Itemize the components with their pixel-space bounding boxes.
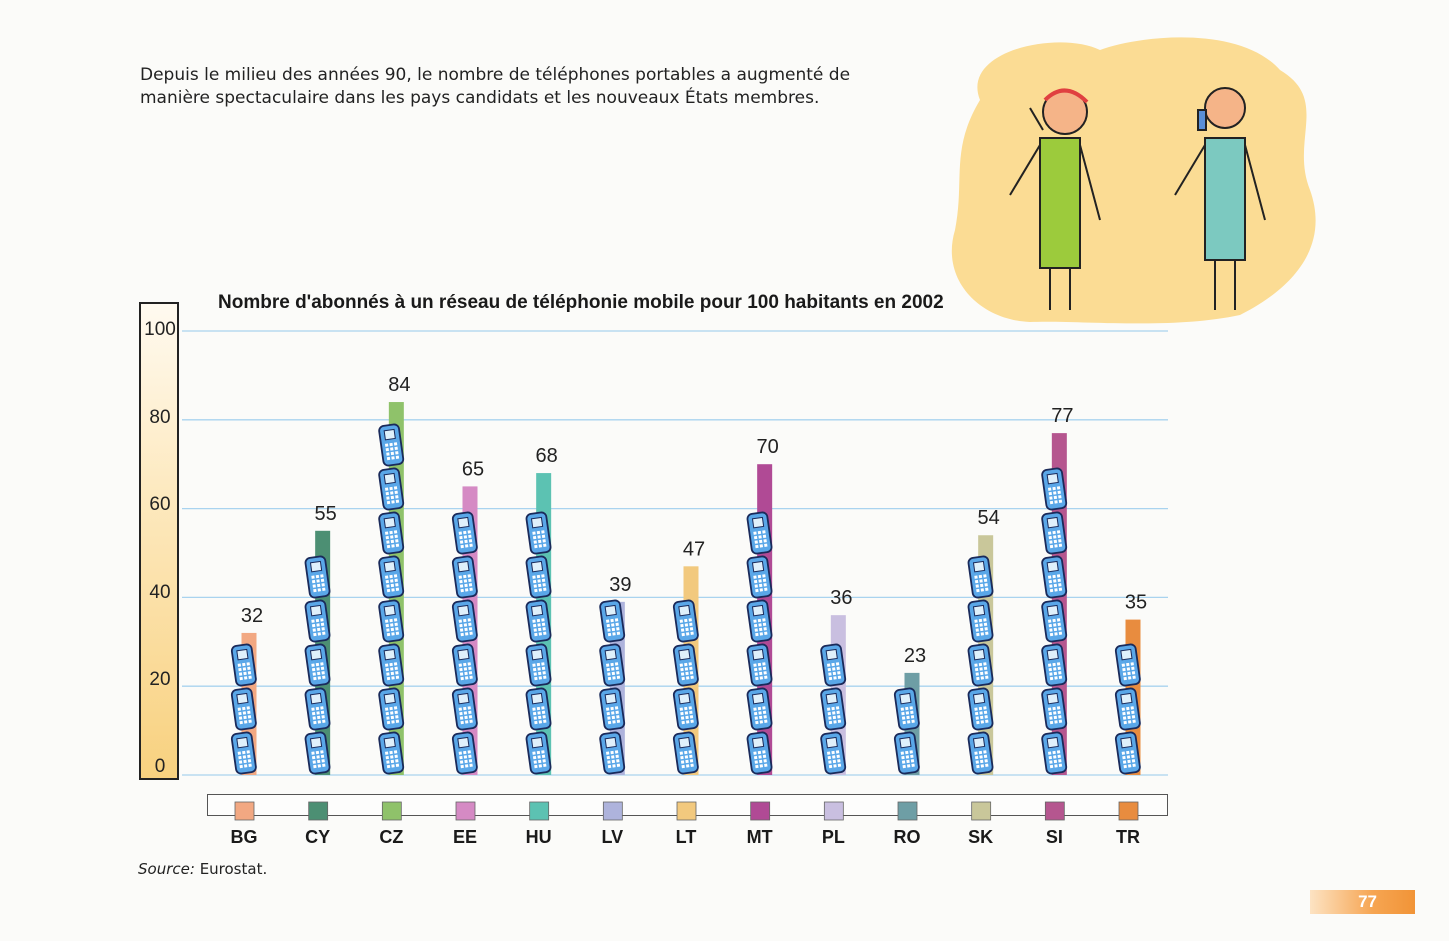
- mobile-phone-icon: [379, 424, 404, 466]
- legend-swatch: [824, 802, 843, 820]
- intro-text: Depuis le milieu des années 90, le nombre de téléphones portables a augmenté de manière spectaculaire dans les pays candidats et les nouveaux États membres.: [140, 65, 851, 108]
- mobile-phone-icon: [305, 732, 330, 774]
- x-tick-label: LV: [601, 827, 624, 847]
- data-label: 39: [609, 573, 632, 596]
- x-tick-label: BG: [230, 827, 258, 847]
- mobile-phone-icon: [747, 512, 772, 554]
- x-tick-label: EE: [452, 827, 478, 847]
- mobile-phone-icon: [379, 644, 404, 686]
- mobile-phone-icon: [600, 732, 625, 774]
- mobile-phone-icon: [526, 556, 551, 598]
- y-tick-label: 40: [149, 582, 171, 603]
- mobile-phone-icon: [673, 600, 698, 642]
- mobile-phone-icon: [821, 732, 846, 774]
- x-tick-label: MT: [746, 827, 773, 847]
- mobile-phone-icon: [1042, 600, 1067, 642]
- mobile-phone-icon: [305, 600, 330, 642]
- mobile-phone-icon: [305, 688, 330, 730]
- legend-swatch: [1045, 802, 1064, 820]
- mobile-phone-icon: [231, 732, 256, 774]
- mobile-phone-icon: [452, 512, 477, 554]
- mobile-phone-icon: [747, 644, 772, 686]
- mobile-phone-icon: [600, 688, 625, 730]
- x-tick-label: LT: [675, 827, 697, 847]
- mobile-phone-icon: [526, 688, 551, 730]
- mobile-phone-icon: [600, 644, 625, 686]
- legend-swatch: [751, 802, 770, 820]
- legend-swatch: [677, 802, 696, 820]
- mobile-phone-icon: [526, 732, 551, 774]
- mobile-phone-icon: [379, 688, 404, 730]
- mobile-phone-icon: [673, 732, 698, 774]
- data-label: 47: [682, 538, 706, 561]
- mobile-phone-icon: [1042, 512, 1067, 554]
- mobile-phone-icon: [894, 688, 919, 730]
- mobile-phone-icon: [231, 644, 256, 686]
- mobile-phone-icon: [379, 732, 404, 774]
- mobile-phone-icon: [452, 688, 477, 730]
- mobile-phone-icon: [379, 468, 404, 510]
- mobile-phone-icon: [379, 556, 404, 598]
- mobile-phone-icon: [1115, 644, 1140, 686]
- data-label: 23: [903, 644, 927, 667]
- mobile-phone-icon: [747, 688, 772, 730]
- mobile-phone-icon: [747, 732, 772, 774]
- mobile-phone-icon: [673, 688, 698, 730]
- source-label: Source:: [138, 860, 195, 878]
- data-label: 77: [1051, 405, 1074, 428]
- x-tick-label: SI: [1045, 827, 1063, 847]
- x-tick-label: PL: [821, 827, 845, 847]
- legend-swatch: [972, 802, 991, 820]
- mobile-phone-icon: [1115, 688, 1140, 730]
- mobile-phone-icon: [1042, 732, 1067, 774]
- mobile-phone-icon: [305, 644, 330, 686]
- mobile-phone-icon: [821, 644, 846, 686]
- legend-swatch: [1119, 802, 1138, 820]
- x-tick-label: RO: [893, 827, 921, 847]
- mobile-phone-icon: [1115, 732, 1140, 774]
- mobile-phone-icon: [452, 600, 477, 642]
- legend-swatch: [382, 802, 401, 820]
- y-tick-label: 60: [149, 494, 171, 515]
- y-tick-label: 80: [149, 407, 171, 428]
- page-number: 77: [1310, 890, 1415, 914]
- mobile-phone-icon: [1042, 644, 1067, 686]
- mobile-phone-icon: [526, 600, 551, 642]
- y-tick-label: 100: [144, 319, 176, 340]
- x-tick-label: CZ: [379, 827, 404, 847]
- mobile-phone-icon: [600, 600, 625, 642]
- x-tick-label: CY: [305, 827, 331, 847]
- mobile-phone-icon: [968, 600, 993, 642]
- mobile-phone-icon: [379, 600, 404, 642]
- mobile-phone-icon: [968, 644, 993, 686]
- mobile-phone-icon: [452, 732, 477, 774]
- mobile-phone-icon: [379, 512, 404, 554]
- source-note: [138, 860, 267, 878]
- mobile-phone-icon: [968, 732, 993, 774]
- mobile-phone-icon: [1042, 468, 1067, 510]
- y-tick-label: 20: [149, 669, 171, 690]
- x-tick-label: SK: [968, 827, 994, 847]
- y-tick-label: 0: [154, 756, 166, 777]
- mobile-phone-icon: [526, 512, 551, 554]
- mobile-phone-icon: [305, 556, 330, 598]
- mobile-phone-icon: [1042, 688, 1067, 730]
- legend-swatch: [530, 802, 549, 820]
- mobile-phone-icon: [968, 556, 993, 598]
- legend-swatch: [898, 802, 917, 820]
- data-label: 55: [314, 502, 337, 525]
- mobile-phone-icon: [231, 688, 256, 730]
- mobile-phone-icon: [673, 644, 698, 686]
- chart-title: Nombre d'abonnés à un réseau de téléphonie mobile pour 100 habitants en 2002: [218, 292, 944, 313]
- data-label: 68: [535, 445, 558, 468]
- source-value: Eurostat.: [199, 860, 268, 878]
- data-label: 65: [461, 458, 485, 481]
- x-tick-label: TR: [1116, 827, 1140, 847]
- data-label: 35: [1124, 591, 1148, 614]
- data-label: 32: [240, 604, 264, 627]
- x-tick-label: HU: [525, 827, 552, 847]
- mobile-phone-icon: [968, 688, 993, 730]
- mobile-phone-icon: [526, 644, 551, 686]
- legend-swatch: [235, 802, 254, 820]
- data-label: 70: [756, 436, 779, 459]
- mobile-phone-icon: [894, 732, 919, 774]
- mobile-phone-icon: [452, 556, 477, 598]
- mobile-phone-icon: [1042, 556, 1067, 598]
- mobile-phone-icon: [452, 644, 477, 686]
- legend-swatch: [603, 802, 622, 820]
- legend-swatch: [456, 802, 475, 820]
- data-label: 84: [388, 374, 411, 397]
- mobile-phone-icon: [747, 600, 772, 642]
- data-label: 36: [830, 587, 853, 610]
- data-label: 54: [977, 507, 1000, 530]
- mobile-phone-icon: [747, 556, 772, 598]
- legend-swatch: [309, 802, 328, 820]
- mobile-phone-icon: [821, 688, 846, 730]
